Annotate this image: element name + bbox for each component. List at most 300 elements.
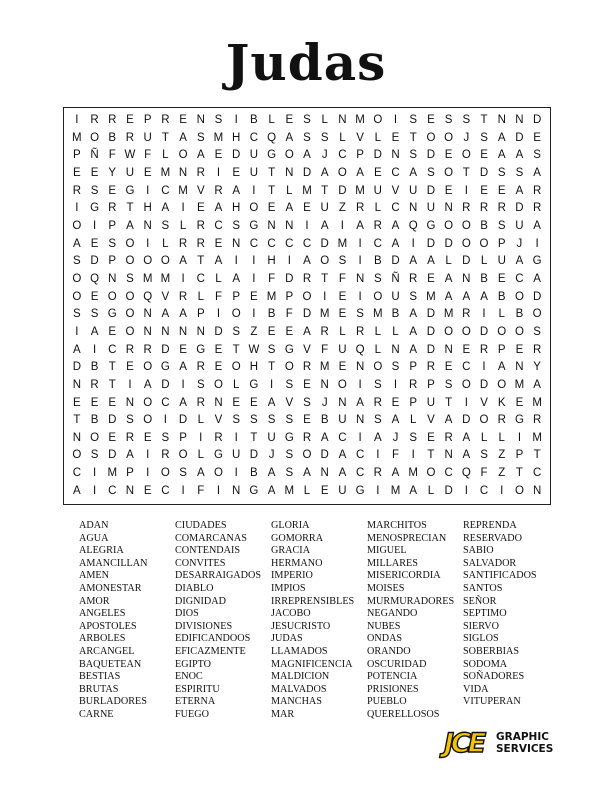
grid-letter[interactable]: N <box>232 237 241 250</box>
grid-letter[interactable]: C <box>161 184 170 197</box>
grid-letter[interactable]: S <box>515 166 524 179</box>
grid-letter[interactable]: E <box>90 396 99 409</box>
grid-letter[interactable]: A <box>179 361 187 374</box>
grid-letter[interactable]: A <box>214 255 223 268</box>
grid-letter[interactable]: A <box>391 467 400 480</box>
grid-letter[interactable]: R <box>143 343 152 356</box>
grid-letter[interactable]: S <box>250 414 258 427</box>
grid-letter[interactable]: N <box>355 361 365 374</box>
grid-letter[interactable]: O <box>337 166 347 179</box>
grid-letter[interactable]: W <box>248 343 260 356</box>
grid-letter[interactable]: I <box>464 484 468 497</box>
grid-letter[interactable]: R <box>125 131 135 144</box>
grid-letter[interactable]: A <box>480 290 488 303</box>
grid-letter[interactable]: V <box>427 414 435 427</box>
grid-letter[interactable]: A <box>533 219 541 232</box>
grid-letter[interactable]: I <box>146 184 150 197</box>
grid-letter[interactable]: E <box>303 414 311 427</box>
grid-letter[interactable]: E <box>196 202 205 215</box>
grid-letter[interactable]: P <box>108 219 117 232</box>
grid-letter[interactable]: B <box>250 114 258 126</box>
grid-letter[interactable]: I <box>128 378 132 391</box>
grid-letter[interactable]: R <box>178 237 188 250</box>
grid-letter[interactable]: E <box>108 184 117 197</box>
grid-letter[interactable]: E <box>250 290 258 303</box>
grid-letter[interactable]: N <box>285 219 294 232</box>
grid-letter[interactable]: S <box>303 396 311 409</box>
grid-letter[interactable]: E <box>143 431 152 444</box>
grid-letter[interactable]: B <box>90 361 99 374</box>
grid-letter[interactable]: R <box>444 431 453 444</box>
grid-letter[interactable]: Q <box>461 467 471 480</box>
grid-letter[interactable]: E <box>232 396 241 409</box>
grid-letter[interactable]: P <box>126 467 134 480</box>
grid-letter[interactable]: E <box>515 343 524 356</box>
grid-letter[interactable]: G <box>514 414 524 427</box>
grid-letter[interactable]: E <box>338 290 347 303</box>
grid-letter[interactable]: G <box>214 449 223 462</box>
grid-letter[interactable]: V <box>161 290 170 303</box>
grid-letter[interactable]: I <box>464 184 468 197</box>
grid-letter[interactable]: D <box>108 414 117 427</box>
grid-letter[interactable]: D <box>285 272 294 285</box>
grid-letter[interactable]: L <box>286 184 293 197</box>
grid-letter[interactable]: I <box>358 255 362 268</box>
grid-letter[interactable]: S <box>409 290 418 303</box>
grid-letter[interactable]: E <box>285 325 294 338</box>
grid-letter[interactable]: N <box>267 219 276 232</box>
grid-letter[interactable]: D <box>108 449 117 462</box>
grid-letter[interactable]: R <box>196 166 205 179</box>
grid-letter[interactable]: D <box>426 237 436 250</box>
grid-letter[interactable]: L <box>339 131 346 144</box>
grid-letter[interactable]: A <box>303 149 311 162</box>
grid-letter[interactable]: G <box>267 149 277 162</box>
grid-letter[interactable]: E <box>515 396 524 409</box>
grid-letter[interactable]: E <box>444 149 453 162</box>
grid-letter[interactable]: E <box>73 396 81 409</box>
grid-letter[interactable]: N <box>196 325 205 338</box>
grid-letter[interactable]: P <box>356 149 364 162</box>
grid-letter[interactable]: N <box>72 431 81 444</box>
grid-letter[interactable]: J <box>321 396 328 409</box>
grid-letter[interactable]: A <box>497 361 506 374</box>
grid-letter[interactable]: S <box>73 255 81 268</box>
grid-letter[interactable]: N <box>161 325 170 338</box>
grid-letter[interactable]: A <box>409 255 418 268</box>
grid-letter[interactable]: O <box>497 378 507 391</box>
grid-letter[interactable]: N <box>72 378 81 391</box>
grid-letter[interactable]: U <box>409 184 418 197</box>
grid-letter[interactable]: A <box>214 202 223 215</box>
grid-letter[interactable]: E <box>444 184 453 197</box>
grid-letter[interactable]: A <box>267 467 276 480</box>
grid-letter[interactable]: O <box>514 484 524 497</box>
grid-letter[interactable]: U <box>515 219 524 232</box>
grid-letter[interactable]: A <box>73 343 81 356</box>
grid-letter[interactable]: M <box>160 272 171 285</box>
grid-letter[interactable]: M <box>213 131 224 144</box>
grid-letter[interactable]: L <box>197 290 204 303</box>
grid-letter[interactable]: I <box>252 184 256 197</box>
grid-letter[interactable]: A <box>161 308 170 321</box>
grid-letter[interactable]: M <box>72 131 82 144</box>
grid-letter[interactable]: I <box>181 202 185 215</box>
grid-letter[interactable]: U <box>426 202 436 215</box>
grid-letter[interactable]: D <box>515 131 524 144</box>
grid-letter[interactable]: S <box>196 378 205 391</box>
grid-letter[interactable]: E <box>427 114 435 126</box>
grid-letter[interactable]: O <box>125 308 135 321</box>
grid-letter[interactable]: R <box>196 237 205 250</box>
grid-letter[interactable]: I <box>535 237 539 250</box>
grid-letter[interactable]: D <box>532 114 542 126</box>
grid-letter[interactable]: G <box>249 378 259 391</box>
grid-letter[interactable]: E <box>497 184 506 197</box>
grid-letter[interactable]: E <box>303 202 311 215</box>
grid-letter[interactable]: M <box>373 308 383 321</box>
grid-letter[interactable]: N <box>409 202 418 215</box>
grid-letter[interactable]: C <box>161 484 170 497</box>
grid-letter[interactable]: S <box>356 308 364 321</box>
grid-letter[interactable]: M <box>443 308 454 321</box>
grid-letter[interactable]: O <box>125 325 135 338</box>
grid-letter[interactable]: W <box>124 149 136 162</box>
grid-letter[interactable]: N <box>444 343 453 356</box>
grid-letter[interactable]: E <box>391 131 400 144</box>
grid-letter[interactable]: S <box>126 414 134 427</box>
grid-letter[interactable]: R <box>302 431 312 444</box>
grid-letter[interactable]: H <box>143 202 152 215</box>
grid-letter[interactable]: M <box>532 396 542 409</box>
grid-letter[interactable]: E <box>108 325 117 338</box>
grid-letter[interactable]: I <box>323 290 327 303</box>
grid-letter[interactable]: R <box>196 361 205 374</box>
grid-letter[interactable]: A <box>356 396 364 409</box>
grid-letter[interactable]: N <box>320 467 329 480</box>
grid-letter[interactable]: S <box>232 325 241 338</box>
grid-letter[interactable]: N <box>355 414 365 427</box>
grid-letter[interactable]: R <box>125 343 135 356</box>
grid-letter[interactable]: S <box>533 325 541 338</box>
grid-letter[interactable]: N <box>391 149 400 162</box>
grid-letter[interactable]: O <box>160 255 170 268</box>
grid-letter[interactable]: A <box>267 396 276 409</box>
grid-letter[interactable]: E <box>90 237 99 250</box>
grid-letter[interactable]: G <box>249 219 259 232</box>
grid-letter[interactable]: A <box>515 255 524 268</box>
grid-letter[interactable]: O <box>284 149 294 162</box>
grid-letter[interactable]: I <box>305 219 309 232</box>
grid-letter[interactable]: P <box>73 149 81 162</box>
grid-letter[interactable]: I <box>181 484 185 497</box>
grid-letter[interactable]: R <box>462 202 471 215</box>
grid-letter[interactable]: S <box>373 272 382 285</box>
grid-letter[interactable]: R <box>196 219 205 232</box>
grid-letter[interactable]: A <box>533 378 541 391</box>
grid-letter[interactable]: E <box>427 431 435 444</box>
grid-letter[interactable]: I <box>358 431 362 444</box>
grid-letter[interactable]: O <box>302 290 312 303</box>
grid-letter[interactable]: N <box>532 484 542 497</box>
grid-letter[interactable]: M <box>319 308 330 321</box>
grid-letter[interactable]: U <box>338 484 347 497</box>
grid-letter[interactable]: D <box>426 184 436 197</box>
grid-letter[interactable]: J <box>463 131 470 144</box>
grid-letter[interactable]: F <box>338 272 346 285</box>
grid-letter[interactable]: I <box>393 114 398 126</box>
grid-letter[interactable]: S <box>497 219 506 232</box>
grid-letter[interactable]: A <box>533 166 541 179</box>
grid-letter[interactable]: Y <box>533 361 541 374</box>
grid-letter[interactable]: P <box>409 396 418 409</box>
grid-letter[interactable]: N <box>462 272 471 285</box>
grid-letter[interactable]: D <box>302 308 312 321</box>
grid-letter[interactable]: S <box>497 166 506 179</box>
grid-letter[interactable]: A <box>143 378 152 391</box>
grid-letter[interactable]: T <box>321 272 329 285</box>
grid-letter[interactable]: L <box>197 414 204 427</box>
grid-letter[interactable]: A <box>320 166 329 179</box>
grid-letter[interactable]: B <box>267 308 276 321</box>
grid-letter[interactable]: R <box>90 378 99 391</box>
grid-letter[interactable]: H <box>232 202 241 215</box>
grid-letter[interactable]: R <box>532 184 542 197</box>
grid-letter[interactable]: A <box>73 237 81 250</box>
grid-letter[interactable]: O <box>143 414 153 427</box>
grid-letter[interactable]: C <box>444 467 453 480</box>
grid-letter[interactable]: O <box>178 449 188 462</box>
grid-letter[interactable]: O <box>373 290 383 303</box>
grid-letter[interactable]: V <box>391 184 400 197</box>
grid-letter[interactable]: M <box>355 184 365 197</box>
grid-letter[interactable]: E <box>143 484 152 497</box>
grid-letter[interactable]: E <box>108 396 117 409</box>
grid-letter[interactable]: D <box>232 149 241 162</box>
grid-letter[interactable]: G <box>107 308 117 321</box>
grid-letter[interactable]: J <box>516 237 523 250</box>
grid-letter[interactable]: A <box>320 431 329 444</box>
grid-letter[interactable]: C <box>355 449 365 462</box>
grid-letter[interactable]: Z <box>338 202 346 215</box>
grid-letter[interactable]: P <box>108 255 117 268</box>
grid-letter[interactable]: S <box>409 114 418 126</box>
grid-letter[interactable]: S <box>161 219 170 232</box>
grid-letter[interactable]: E <box>338 361 347 374</box>
grid-letter[interactable]: L <box>197 449 204 462</box>
grid-letter[interactable]: F <box>480 467 488 480</box>
grid-letter[interactable]: F <box>285 308 293 321</box>
grid-letter[interactable]: V <box>303 343 311 356</box>
grid-letter[interactable]: D <box>214 325 223 338</box>
grid-letter[interactable]: I <box>411 449 415 462</box>
grid-letter[interactable]: A <box>196 149 205 162</box>
grid-letter[interactable]: I <box>376 449 380 462</box>
grid-letter[interactable]: N <box>125 396 135 409</box>
grid-letter[interactable]: H <box>249 361 259 374</box>
grid-letter[interactable]: V <box>480 396 488 409</box>
grid-letter[interactable]: Ñ <box>90 149 99 162</box>
grid-letter[interactable]: R <box>108 202 117 215</box>
grid-letter[interactable]: S <box>90 449 99 462</box>
grid-letter[interactable]: T <box>161 131 169 144</box>
grid-letter[interactable]: B <box>391 308 400 321</box>
grid-letter[interactable]: E <box>214 361 223 374</box>
grid-letter[interactable]: M <box>390 484 401 497</box>
grid-letter[interactable]: D <box>462 414 471 427</box>
grid-letter[interactable]: I <box>92 219 97 232</box>
grid-letter[interactable]: U <box>143 131 152 144</box>
grid-letter[interactable]: P <box>409 361 418 374</box>
grid-letter[interactable]: C <box>72 467 81 480</box>
grid-letter[interactable]: R <box>320 325 329 338</box>
grid-letter[interactable]: O <box>72 449 82 462</box>
grid-letter[interactable]: I <box>500 484 504 497</box>
grid-letter[interactable]: C <box>532 467 542 480</box>
grid-letter[interactable]: E <box>90 290 99 303</box>
grid-letter[interactable]: L <box>215 272 222 285</box>
grid-letter[interactable]: L <box>374 202 381 215</box>
grid-letter[interactable]: O <box>160 467 170 480</box>
grid-letter[interactable]: T <box>515 467 523 480</box>
grid-letter[interactable]: A <box>462 290 471 303</box>
grid-letter[interactable]: Y <box>108 166 117 179</box>
grid-letter[interactable]: O <box>461 325 471 338</box>
grid-letter[interactable]: H <box>232 131 241 144</box>
grid-letter[interactable]: S <box>373 378 382 391</box>
grid-letter[interactable]: O <box>444 131 454 144</box>
grid-letter[interactable]: R <box>161 449 170 462</box>
grid-letter[interactable]: P <box>285 290 294 303</box>
grid-letter[interactable]: T <box>427 449 435 462</box>
grid-letter[interactable]: S <box>232 414 241 427</box>
grid-letter[interactable]: E <box>427 272 435 285</box>
grid-letter[interactable]: A <box>391 414 400 427</box>
grid-letter[interactable]: I <box>92 467 97 480</box>
grid-letter[interactable]: N <box>497 114 506 126</box>
grid-letter[interactable]: N <box>178 166 188 179</box>
grid-letter[interactable]: U <box>249 166 259 179</box>
grid-letter[interactable]: M <box>426 290 436 303</box>
grid-letter[interactable]: S <box>73 308 81 321</box>
grid-letter[interactable]: D <box>373 149 382 162</box>
grid-letter[interactable]: I <box>234 255 238 268</box>
grid-letter[interactable]: O <box>479 414 489 427</box>
grid-letter[interactable]: L <box>374 343 381 356</box>
grid-letter[interactable]: T <box>268 184 276 197</box>
grid-letter[interactable]: G <box>196 343 206 356</box>
grid-letter[interactable]: L <box>392 325 399 338</box>
grid-letter[interactable]: T <box>321 184 329 197</box>
grid-letter[interactable]: R <box>497 202 506 215</box>
grid-letter[interactable]: E <box>444 361 453 374</box>
grid-letter[interactable]: M <box>514 378 525 391</box>
grid-letter[interactable]: A <box>161 202 170 215</box>
grid-letter[interactable]: S <box>126 272 134 285</box>
grid-letter[interactable]: L <box>445 255 452 268</box>
grid-letter[interactable]: B <box>373 255 382 268</box>
grid-letter[interactable]: R <box>532 343 542 356</box>
grid-letter[interactable]: D <box>426 308 436 321</box>
grid-letter[interactable]: D <box>444 484 453 497</box>
grid-letter[interactable]: P <box>515 449 524 462</box>
grid-letter[interactable]: M <box>302 184 312 197</box>
grid-letter[interactable]: C <box>355 467 365 480</box>
grid-letter[interactable]: S <box>267 414 276 427</box>
grid-letter[interactable]: R <box>302 361 312 374</box>
grid-letter[interactable]: S <box>90 184 99 197</box>
grid-letter[interactable]: L <box>232 378 240 391</box>
grid-letter[interactable]: D <box>532 290 542 303</box>
grid-letter[interactable]: O <box>125 290 135 303</box>
grid-letter[interactable]: A <box>303 255 311 268</box>
grid-letter[interactable]: E <box>480 149 488 162</box>
grid-letter[interactable]: A <box>126 219 134 232</box>
grid-letter[interactable]: Ñ <box>391 272 400 285</box>
grid-letter[interactable]: D <box>426 325 436 338</box>
grid-letter[interactable]: E <box>73 166 81 179</box>
grid-letter[interactable]: R <box>373 396 382 409</box>
grid-letter[interactable]: C <box>338 431 347 444</box>
grid-letter[interactable]: A <box>373 431 382 444</box>
grid-letter[interactable]: F <box>391 449 400 462</box>
grid-letter[interactable]: I <box>216 484 221 497</box>
grid-letter[interactable]: E <box>179 114 187 126</box>
grid-letter[interactable]: T <box>126 202 134 215</box>
grid-letter[interactable]: M <box>142 272 153 285</box>
grid-letter[interactable]: D <box>479 378 489 391</box>
grid-letter[interactable]: N <box>214 396 223 409</box>
grid-letter[interactable]: A <box>462 449 471 462</box>
grid-letter[interactable]: E <box>108 431 117 444</box>
grid-letter[interactable]: A <box>391 237 400 250</box>
grid-letter[interactable]: I <box>252 255 256 268</box>
grid-letter[interactable]: O <box>373 361 383 374</box>
grid-letter[interactable]: I <box>146 467 150 480</box>
grid-letter[interactable]: E <box>126 361 134 374</box>
grid-letter[interactable]: I <box>75 202 79 215</box>
grid-letter[interactable]: A <box>179 308 187 321</box>
grid-letter[interactable]: I <box>234 431 238 444</box>
grid-letter[interactable]: I <box>376 484 380 497</box>
grid-letter[interactable]: L <box>498 431 505 444</box>
grid-letter[interactable]: A <box>285 131 294 144</box>
grid-letter[interactable]: S <box>196 131 205 144</box>
grid-letter[interactable]: R <box>479 343 489 356</box>
grid-letter[interactable]: O <box>249 202 259 215</box>
grid-letter[interactable]: R <box>426 361 436 374</box>
grid-letter[interactable]: I <box>393 378 398 391</box>
grid-letter[interactable]: A <box>444 272 453 285</box>
grid-letter[interactable]: O <box>461 149 471 162</box>
grid-letter[interactable]: I <box>146 237 150 250</box>
grid-letter[interactable]: O <box>231 308 241 321</box>
grid-letter[interactable]: U <box>232 449 241 462</box>
grid-letter[interactable]: S <box>320 131 329 144</box>
grid-letter[interactable]: S <box>303 131 311 144</box>
grid-letter[interactable]: O <box>90 431 100 444</box>
grid-letter[interactable]: O <box>461 219 471 232</box>
grid-letter[interactable]: B <box>515 308 524 321</box>
grid-letter[interactable]: I <box>464 396 468 409</box>
grid-letter[interactable]: N <box>338 396 347 409</box>
grid-letter[interactable]: T <box>409 131 417 144</box>
grid-letter[interactable]: O <box>497 325 507 338</box>
grid-letter[interactable]: B <box>497 290 506 303</box>
grid-letter[interactable]: O <box>72 290 82 303</box>
grid-letter[interactable]: A <box>196 467 205 480</box>
grid-letter[interactable]: D <box>479 325 489 338</box>
